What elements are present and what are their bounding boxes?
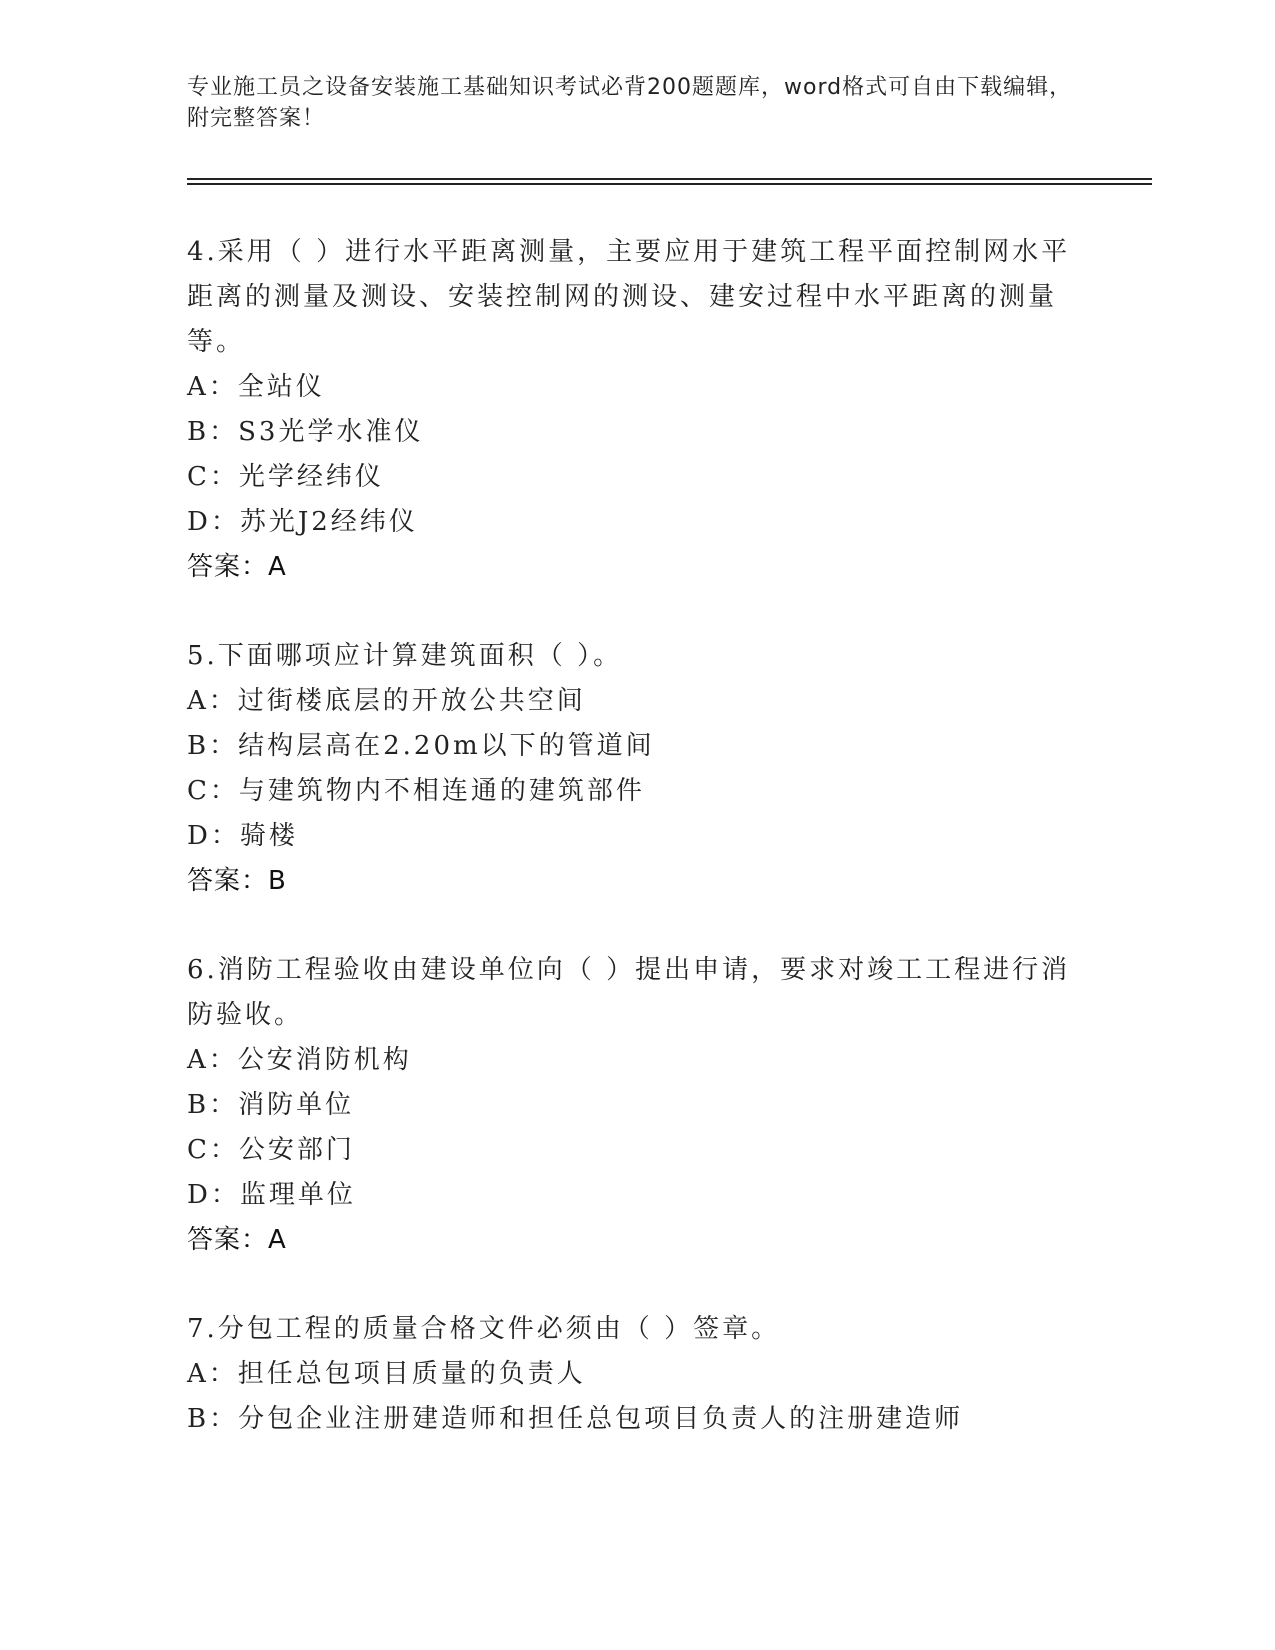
option-a: A：全站仪 — [187, 372, 325, 402]
answer-line: 答案：A — [187, 1225, 287, 1255]
question-6 — [187, 948, 1087, 1263]
question-stem-line: 6.消防工程验收由建设单位向（ ）提出申请，要求对竣工工程进行消 — [187, 955, 1071, 985]
question-list — [187, 230, 1087, 1486]
answer-line: 答案：A — [187, 552, 287, 582]
question-stem-line: 7.分包工程的质量合格文件必须由（ ）签章。 — [187, 1314, 781, 1344]
option-a: A：过街楼底层的开放公共空间 — [187, 686, 586, 716]
question-stem — [187, 230, 1087, 365]
answer-line: 答案：B — [187, 866, 287, 896]
option-d: D：监理单位 — [187, 1180, 356, 1210]
question-4 — [187, 230, 1087, 590]
option-a: A：公安消防机构 — [187, 1045, 412, 1075]
question-stem-line: 等。 — [187, 327, 246, 357]
question-stem — [187, 948, 1087, 1038]
question-stem-line: 防验收。 — [187, 1000, 304, 1030]
question-stem-line: 距离的测量及测设、安装控制网的测设、建安过程中水平距离的测量 — [187, 282, 1058, 312]
option-b: B：分包企业注册建造师和担任总包项目负责人的注册建造师 — [187, 1404, 964, 1434]
option-c: C：公安部门 — [187, 1135, 355, 1165]
option-b: B：消防单位 — [187, 1090, 355, 1120]
question-7 — [187, 1307, 1087, 1442]
option-c: C：与建筑物内不相连通的建筑部件 — [187, 776, 645, 806]
question-stem — [187, 1307, 1087, 1352]
option-a: A：担任总包项目质量的负责人 — [187, 1359, 586, 1389]
document-header: 专业施工员之设备安装施工基础知识考试必背200题题库，word格式可自由下载编辑，附完整答案！ — [187, 75, 1073, 131]
option-d: D：苏光J2经纬仪 — [187, 507, 418, 537]
question-stem-line: 4.采用（ ）进行水平距离测量，主要应用于建筑工程平面控制网水平 — [187, 237, 1071, 267]
option-b: B：结构层高在2.20m以下的管道间 — [187, 731, 655, 761]
question-5 — [187, 634, 1087, 904]
question-stem-line: 5.下面哪项应计算建筑面积（ ）。 — [187, 641, 623, 671]
question-stem — [187, 634, 1087, 679]
option-d: D：骑楼 — [187, 821, 298, 851]
option-b: B：S3光学水准仪 — [187, 417, 424, 447]
header-divider — [187, 178, 1152, 185]
option-c: C：光学经纬仪 — [187, 462, 384, 492]
